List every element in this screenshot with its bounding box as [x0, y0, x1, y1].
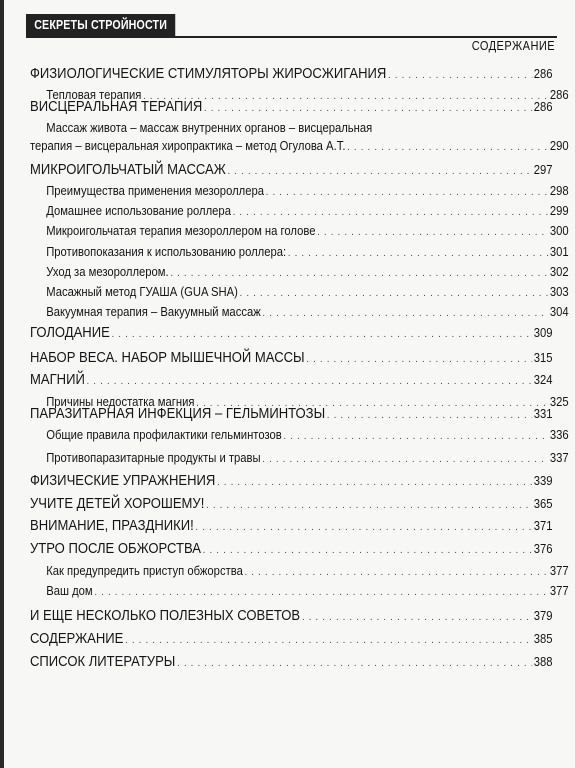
toc-entry-title: Причины недостатка магния: [46, 395, 195, 409]
dot-leader: [228, 166, 532, 177]
dot-leader: [204, 103, 532, 114]
dot-leader: [240, 288, 548, 299]
dot-leader: [87, 376, 532, 387]
toc-page-number: 325: [549, 395, 569, 409]
toc-entry-title: ГОЛОДАНИЕ: [30, 325, 110, 341]
toc-page-number: 301: [549, 245, 569, 259]
dot-leader: [233, 207, 548, 218]
toc-page-number: 300: [549, 224, 569, 238]
toc-page-number: 379: [533, 609, 553, 623]
dot-leader: [302, 612, 532, 623]
dot-leader: [263, 308, 549, 319]
toc-section-row: [30, 451, 569, 465]
book-page: [4, 0, 575, 768]
toc-entry-title: ВИСЦЕРАЛЬНАЯ ТЕРАПИЯ: [30, 99, 203, 115]
toc-page-number: 388: [533, 655, 553, 669]
toc-section-row: [30, 584, 569, 598]
toc-page-number: 377: [549, 584, 569, 598]
toc-entry-title: Противопаразитарные продукты и травы: [46, 451, 261, 465]
toc-section-row: [30, 285, 569, 299]
toc-page-number: 365: [533, 497, 553, 511]
dot-leader: [170, 268, 548, 279]
toc-entry-title: Общие правила профилактики гельминтозов: [46, 428, 282, 442]
dot-leader: [266, 187, 548, 198]
toc-entry-title: УТРО ПОСЛЕ ОБЖОРСТВА: [30, 541, 201, 557]
dot-leader: [327, 410, 532, 421]
toc-chapter-row: [30, 372, 552, 388]
toc-chapter-row: [30, 66, 552, 82]
toc-entry-title: УЧИТЕ ДЕТЕЙ ХОРОШЕМУ!: [30, 496, 205, 512]
toc-page-number: 309: [533, 326, 553, 340]
toc-page-number: 339: [533, 474, 553, 488]
toc-section-row: [30, 121, 569, 135]
toc-entry-title: Тепловая терапия: [46, 88, 142, 102]
section-title: СОДЕРЖАНИЕ: [471, 38, 555, 53]
toc-chapter-row: [30, 518, 552, 534]
toc-chapter-row: [30, 654, 552, 670]
toc-chapter-row: [30, 406, 552, 422]
toc-page-number: 286: [533, 67, 553, 81]
dot-leader: [217, 477, 532, 488]
toc-entry-title: ФИЗИЧЕСКИЕ УПРАЖНЕНИЯ: [30, 473, 216, 489]
toc-entry-title: И ЕЩЕ НЕСКОЛЬКО ПОЛЕЗНЫХ СОВЕТОВ: [30, 608, 301, 624]
toc-entry-title: Домашнее использование роллера: [46, 204, 231, 218]
toc-section-row: [30, 204, 569, 218]
toc-page-number: 315: [533, 351, 553, 365]
toc-page-number: 304: [549, 305, 569, 319]
toc-entry-title: Как предупредить приступ обжорства: [46, 564, 243, 578]
toc-chapter-row: [30, 162, 552, 178]
toc-page-number: 385: [533, 632, 553, 646]
toc-section-row: [30, 245, 569, 259]
toc-page-number: 371: [533, 519, 553, 533]
toc-section-row: [30, 265, 569, 279]
book-title: СЕКРЕТЫ СТРОЙНОСТИ: [26, 14, 175, 36]
toc-entry-title: Преимущества применения мезороллера: [46, 184, 264, 198]
dot-leader: [203, 545, 532, 556]
toc-section-row: [30, 564, 569, 578]
dot-leader: [245, 567, 548, 578]
toc-page-number: 286: [549, 88, 569, 102]
toc-page-number: 290: [549, 139, 569, 153]
toc-entry-title: Уход за мезороллером.: [46, 265, 169, 279]
dot-leader: [306, 354, 531, 365]
toc-chapter-row: [30, 496, 552, 512]
dot-leader: [196, 522, 532, 533]
toc-page-number: 297: [533, 163, 553, 177]
toc-entry-title: Противопоказания к использованию роллера:: [46, 245, 287, 259]
toc-entry-title: Микроигольчатая терапия мезороллером на голове: [46, 224, 316, 238]
dot-leader: [112, 329, 532, 340]
dot-leader: [94, 587, 548, 598]
dot-leader: [388, 70, 532, 81]
dot-leader: [125, 635, 532, 646]
toc-section-row: [30, 184, 569, 198]
running-header: [26, 14, 557, 38]
toc-chapter-row: [30, 473, 552, 489]
dot-leader: [347, 142, 548, 153]
toc-entry-title: СПИСОК ЛИТЕРАТУРЫ: [30, 654, 176, 670]
toc-chapter-row: [30, 608, 552, 624]
toc-entry-title: ПАРАЗИТАРНАЯ ИНФЕКЦИЯ – ГЕЛЬМИНТОЗЫ: [30, 406, 326, 422]
toc-page-number: 331: [533, 407, 553, 421]
toc-page-number: 303: [549, 285, 569, 299]
toc-page-number: 324: [533, 373, 553, 387]
toc-entry-title: Масажный метод ГУАША (GUA SHA): [46, 285, 238, 299]
toc-entry-title: ВНИМАНИЕ, ПРАЗДНИКИ!: [30, 518, 194, 534]
toc-page-number: 286: [533, 100, 553, 114]
toc-entry-title: Ваш дом: [46, 584, 93, 598]
toc-entry-title: СОДЕРЖАНИЕ: [30, 631, 124, 647]
toc-chapter-row: [30, 631, 552, 647]
toc-page-number: 298: [549, 184, 569, 198]
dot-leader: [284, 431, 549, 442]
toc-chapter-row: [30, 325, 552, 341]
dot-leader: [288, 248, 548, 259]
toc-page-number: 302: [549, 265, 569, 279]
toc-page-number: 299: [549, 204, 569, 218]
toc-entry-title: МАГНИЙ: [30, 372, 85, 388]
toc-section-row: [30, 224, 569, 238]
toc-entry-title: Вакуумная терапия – Вакуумный массаж: [46, 305, 261, 319]
dot-leader: [262, 454, 548, 465]
toc-page-number: 337: [549, 451, 569, 465]
toc-chapter-row: [30, 350, 552, 366]
toc-entry-title: ФИЗИОЛОГИЧЕСКИЕ СТИМУЛЯТОРЫ ЖИРОСЖИГАНИЯ: [30, 66, 387, 82]
toc-section-row: [30, 428, 569, 442]
dot-leader: [177, 658, 532, 669]
toc-entry-title: НАБОР ВЕСА. НАБОР МЫШЕЧНОЙ МАССЫ: [30, 350, 305, 366]
dot-leader: [206, 500, 532, 511]
toc-entry-title: Массаж живота – массаж внутренних органов – висцеральная: [46, 121, 373, 135]
dot-leader: [317, 227, 548, 238]
toc-page-number: 377: [549, 564, 569, 578]
toc-entry-title: терапия – висцеральная хиропрактика – метод Огулова А.Т.: [30, 139, 346, 153]
toc-page-number: 376: [533, 542, 553, 556]
toc-page-number: 336: [549, 428, 569, 442]
toc-section-row: [30, 139, 569, 153]
toc-chapter-row: [30, 99, 552, 115]
toc-section-row: [30, 305, 569, 319]
toc-chapter-row: [30, 541, 552, 557]
toc-entry-title: МИКРОИГОЛЬЧАТЫЙ МАССАЖ: [30, 162, 226, 178]
